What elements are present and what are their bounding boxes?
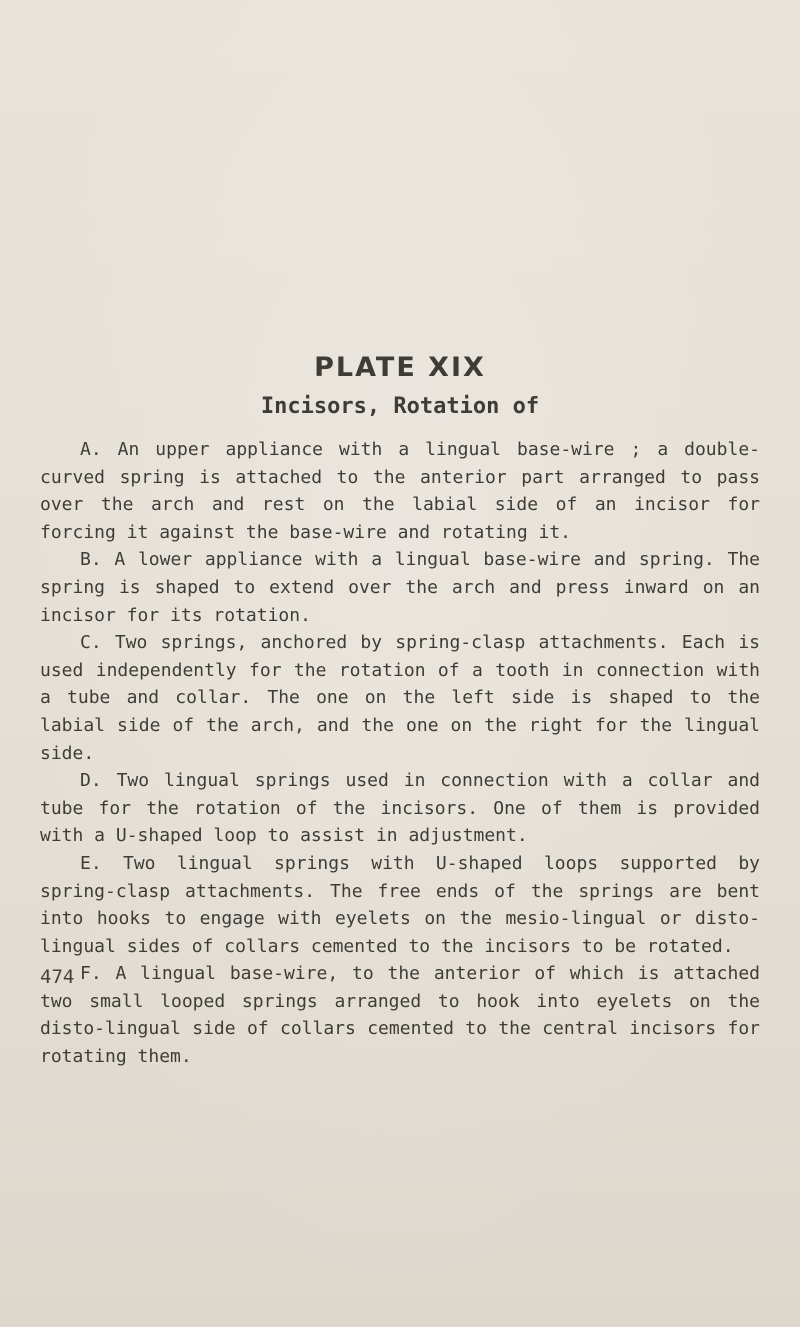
paragraph-d: D. Two lingual springs used in connection with a collar and tube for the rotation of the incisors. One of them is provided with a U-shaped loop to assist in adjustment. xyxy=(40,770,760,847)
plate-description xyxy=(40,436,760,1071)
paragraph-f: F. A lingual base-wire, to the anterior of which is attached two small looped springs arranged to hook into eyelets on the disto-lingual side of collars cemented to the central incisors for rotating them. xyxy=(40,963,760,1068)
plate-title: PLATE XIX xyxy=(314,352,486,383)
paragraph-b: B. A lower appliance with a lingual base-wire and spring. The spring is shaped to extend over the arch and press inward on an incisor for its rotation. xyxy=(40,549,760,626)
plate-subtitle: Incisors, Rotation of xyxy=(260,394,540,419)
paragraph-c: C. Two springs, anchored by spring-clasp attachments. Each is used independently for the rotation of a tooth in connection with a tube and collar. The one on the left side is shaped to the labial side of the arch, and the one on the right for the lingual side. xyxy=(40,632,760,764)
paragraph-e: E. Two lingual springs with U-shaped loops supported by spring-clasp attachments. The free ends of the springs are bent into hooks to engage with eyelets on the mesio-lingual or disto-lingual sides of collars cemented to the incisors to be rotated. xyxy=(40,852,760,957)
page-number: 474 xyxy=(40,966,75,988)
paragraph-a: A. An upper appliance with a lingual base-wire ; a double-curved spring is attached to the anterior part arranged to pass over the arch and rest on the labial side of an incisor for forcing it against the base-wire and rotating it. xyxy=(40,439,760,543)
